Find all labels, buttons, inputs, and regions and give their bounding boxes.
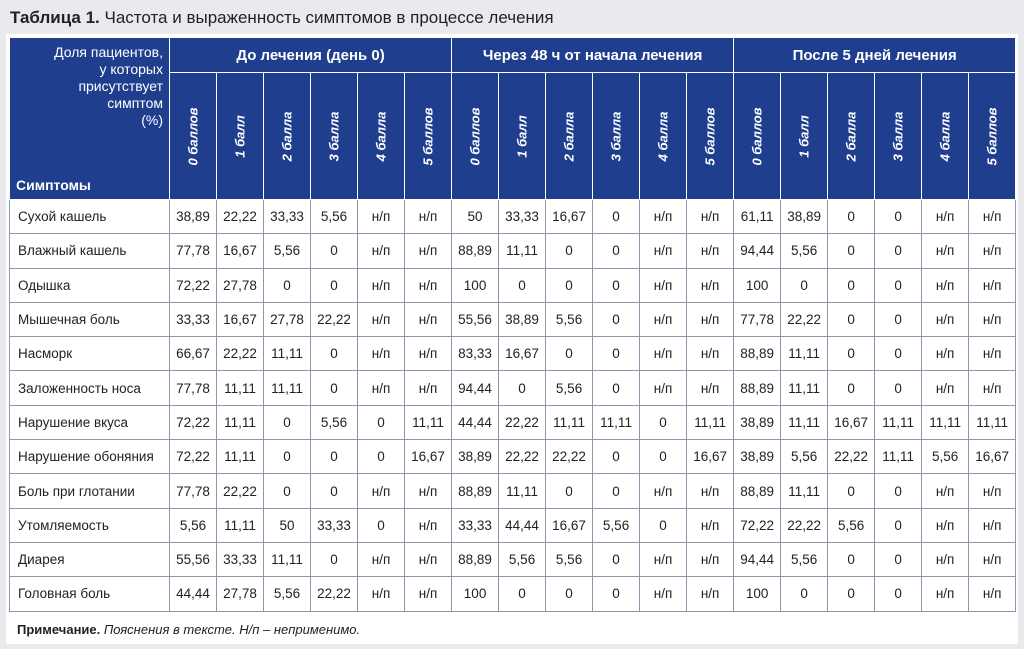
- value-cell: н/п: [922, 577, 969, 611]
- value-cell: 0: [546, 577, 593, 611]
- score-header: [358, 73, 405, 200]
- value-cell: н/п: [922, 542, 969, 576]
- value-cell: 22,22: [499, 405, 546, 439]
- value-cell: 0: [828, 371, 875, 405]
- value-cell: н/п: [687, 577, 734, 611]
- value-cell: н/п: [969, 200, 1016, 234]
- value-cell: 22,22: [499, 440, 546, 474]
- value-cell: 0: [875, 508, 922, 542]
- table-body: [10, 200, 1016, 612]
- value-cell: 0: [311, 440, 358, 474]
- value-cell: 5,56: [546, 542, 593, 576]
- value-cell: 5,56: [828, 508, 875, 542]
- value-cell: 27,78: [217, 577, 264, 611]
- value-cell: н/п: [405, 371, 452, 405]
- score-header-label: 2 балла: [561, 111, 577, 161]
- value-cell: н/п: [687, 337, 734, 371]
- value-cell: 16,67: [546, 200, 593, 234]
- value-cell: 44,44: [499, 508, 546, 542]
- value-cell: н/п: [358, 577, 405, 611]
- value-cell: 44,44: [170, 577, 217, 611]
- value-cell: 55,56: [170, 542, 217, 576]
- value-cell: 0: [875, 268, 922, 302]
- score-header-label: 5 баллов: [702, 106, 718, 166]
- value-cell: 0: [593, 234, 640, 268]
- symptom-name: Одышка: [10, 268, 170, 302]
- value-cell: 77,78: [170, 474, 217, 508]
- value-cell: 33,33: [452, 508, 499, 542]
- score-header-label: 5 баллов: [984, 106, 1000, 166]
- score-header-label: 4 балла: [937, 111, 953, 161]
- value-cell: н/п: [405, 508, 452, 542]
- corner-caption-line: Доля пациентов,: [54, 44, 163, 60]
- value-cell: 27,78: [264, 302, 311, 336]
- value-cell: 77,78: [734, 302, 781, 336]
- value-cell: 5,56: [264, 577, 311, 611]
- value-cell: 55,56: [452, 302, 499, 336]
- symptom-name: Заложенность носа: [10, 371, 170, 405]
- score-header-label: 0 баллов: [467, 106, 483, 166]
- value-cell: 11,11: [217, 508, 264, 542]
- value-cell: 16,67: [687, 440, 734, 474]
- value-cell: 88,89: [734, 337, 781, 371]
- value-cell: 11,11: [264, 337, 311, 371]
- value-cell: 16,67: [405, 440, 452, 474]
- value-cell: н/п: [687, 200, 734, 234]
- score-header: [170, 73, 217, 200]
- score-header: [546, 73, 593, 200]
- score-header: [922, 73, 969, 200]
- value-cell: н/п: [640, 474, 687, 508]
- value-cell: 11,11: [875, 405, 922, 439]
- value-cell: н/п: [687, 268, 734, 302]
- value-cell: 38,89: [734, 440, 781, 474]
- value-cell: н/п: [405, 337, 452, 371]
- value-cell: 0: [640, 405, 687, 439]
- value-cell: 5,56: [593, 508, 640, 542]
- value-cell: 66,67: [170, 337, 217, 371]
- value-cell: 5,56: [499, 542, 546, 576]
- value-cell: н/п: [687, 508, 734, 542]
- value-cell: 77,78: [170, 234, 217, 268]
- value-cell: 11,11: [546, 405, 593, 439]
- score-header: [405, 73, 452, 200]
- table-note: [17, 622, 360, 637]
- value-cell: 0: [499, 371, 546, 405]
- value-cell: 0: [875, 542, 922, 576]
- value-cell: 0: [311, 337, 358, 371]
- score-header-label: 3 балла: [608, 111, 624, 161]
- value-cell: 22,22: [828, 440, 875, 474]
- value-cell: н/п: [687, 474, 734, 508]
- value-cell: 0: [593, 440, 640, 474]
- value-cell: н/п: [640, 337, 687, 371]
- symptoms-table: [9, 37, 1016, 612]
- value-cell: 0: [593, 337, 640, 371]
- value-cell: 11,11: [217, 440, 264, 474]
- value-cell: н/п: [687, 371, 734, 405]
- value-cell: 88,89: [734, 474, 781, 508]
- symptom-name: Нарушение обоняния: [10, 440, 170, 474]
- value-cell: 0: [828, 577, 875, 611]
- value-cell: 0: [828, 542, 875, 576]
- value-cell: 0: [875, 474, 922, 508]
- value-cell: н/п: [969, 268, 1016, 302]
- value-cell: 22,22: [217, 474, 264, 508]
- value-cell: н/п: [358, 474, 405, 508]
- score-header-label: 2 балла: [279, 111, 295, 161]
- value-cell: 0: [264, 440, 311, 474]
- value-cell: н/п: [358, 371, 405, 405]
- score-header: [734, 73, 781, 200]
- value-cell: 11,11: [781, 405, 828, 439]
- value-cell: н/п: [922, 268, 969, 302]
- value-cell: 11,11: [499, 474, 546, 508]
- symptom-name: Нарушение вкуса: [10, 405, 170, 439]
- value-cell: 16,67: [969, 440, 1016, 474]
- symptom-name: Боль при глотании: [10, 474, 170, 508]
- value-cell: 50: [264, 508, 311, 542]
- value-cell: 11,11: [405, 405, 452, 439]
- value-cell: 22,22: [781, 508, 828, 542]
- value-cell: 5,56: [922, 440, 969, 474]
- value-cell: 11,11: [217, 371, 264, 405]
- value-cell: 0: [593, 268, 640, 302]
- value-cell: н/п: [969, 474, 1016, 508]
- caption-label: Таблица 1.: [10, 8, 100, 27]
- value-cell: 0: [828, 337, 875, 371]
- value-cell: 0: [593, 200, 640, 234]
- score-header: [828, 73, 875, 200]
- value-cell: 77,78: [170, 371, 217, 405]
- value-cell: 0: [593, 577, 640, 611]
- value-cell: 0: [875, 200, 922, 234]
- score-header-label: 1 балл: [232, 114, 248, 158]
- score-header: [452, 73, 499, 200]
- note-label: Примечание.: [17, 622, 101, 637]
- value-cell: н/п: [358, 302, 405, 336]
- value-cell: 16,67: [828, 405, 875, 439]
- value-cell: 0: [781, 577, 828, 611]
- value-cell: н/п: [358, 234, 405, 268]
- table-row: [10, 474, 1016, 508]
- value-cell: н/п: [358, 200, 405, 234]
- value-cell: 22,22: [311, 302, 358, 336]
- value-cell: н/п: [922, 508, 969, 542]
- value-cell: 0: [546, 234, 593, 268]
- value-cell: 0: [546, 474, 593, 508]
- value-cell: 50: [452, 200, 499, 234]
- symptom-name: Насморк: [10, 337, 170, 371]
- value-cell: 94,44: [734, 234, 781, 268]
- corner-caption-line: у которых: [99, 61, 163, 77]
- score-header-label: 0 баллов: [749, 106, 765, 166]
- value-cell: 22,22: [217, 337, 264, 371]
- group-header: Через 48 ч от начала лечения: [452, 38, 734, 73]
- value-cell: н/п: [922, 200, 969, 234]
- value-cell: н/п: [687, 234, 734, 268]
- value-cell: н/п: [969, 337, 1016, 371]
- corner-caption-line: симптом: [107, 95, 163, 111]
- value-cell: 5,56: [546, 371, 593, 405]
- score-header: [687, 73, 734, 200]
- value-cell: 33,33: [170, 302, 217, 336]
- value-cell: 0: [499, 577, 546, 611]
- score-header: [640, 73, 687, 200]
- value-cell: н/п: [969, 302, 1016, 336]
- value-cell: н/п: [969, 542, 1016, 576]
- value-cell: 11,11: [217, 405, 264, 439]
- value-cell: 88,89: [452, 542, 499, 576]
- table-row: [10, 577, 1016, 611]
- score-header-label: 3 балла: [890, 111, 906, 161]
- value-cell: 0: [875, 371, 922, 405]
- score-header: [969, 73, 1016, 200]
- value-cell: 0: [828, 474, 875, 508]
- value-cell: 0: [311, 268, 358, 302]
- value-cell: 22,22: [217, 200, 264, 234]
- value-cell: 38,89: [170, 200, 217, 234]
- value-cell: 100: [734, 268, 781, 302]
- value-cell: 44,44: [452, 405, 499, 439]
- value-cell: 88,89: [452, 234, 499, 268]
- value-cell: 0: [311, 542, 358, 576]
- value-cell: н/п: [358, 268, 405, 302]
- value-cell: 0: [264, 405, 311, 439]
- value-cell: 11,11: [499, 234, 546, 268]
- score-header: [781, 73, 828, 200]
- score-header: [593, 73, 640, 200]
- value-cell: 0: [593, 542, 640, 576]
- score-header: [217, 73, 264, 200]
- table-row: [10, 268, 1016, 302]
- value-cell: 0: [264, 474, 311, 508]
- value-cell: 0: [358, 405, 405, 439]
- score-header-label: 0 баллов: [185, 106, 201, 166]
- value-cell: 0: [875, 302, 922, 336]
- value-cell: 0: [311, 474, 358, 508]
- value-cell: 5,56: [781, 234, 828, 268]
- value-cell: н/п: [687, 302, 734, 336]
- value-cell: 16,67: [499, 337, 546, 371]
- value-cell: 5,56: [781, 542, 828, 576]
- value-cell: 0: [875, 577, 922, 611]
- value-cell: 11,11: [264, 371, 311, 405]
- value-cell: н/п: [640, 371, 687, 405]
- value-cell: 0: [311, 371, 358, 405]
- symptom-name: Головная боль: [10, 577, 170, 611]
- value-cell: 33,33: [311, 508, 358, 542]
- value-cell: н/п: [922, 337, 969, 371]
- value-cell: 0: [828, 234, 875, 268]
- value-cell: н/п: [969, 508, 1016, 542]
- value-cell: 16,67: [217, 302, 264, 336]
- score-header-label: 1 балл: [796, 114, 812, 158]
- value-cell: 0: [875, 337, 922, 371]
- value-cell: н/п: [640, 200, 687, 234]
- value-cell: 0: [546, 337, 593, 371]
- value-cell: 0: [499, 268, 546, 302]
- table-row: [10, 337, 1016, 371]
- value-cell: 72,22: [170, 268, 217, 302]
- value-cell: н/п: [358, 542, 405, 576]
- value-cell: 33,33: [499, 200, 546, 234]
- value-cell: 16,67: [546, 508, 593, 542]
- value-cell: н/п: [405, 200, 452, 234]
- value-cell: 61,11: [734, 200, 781, 234]
- symptom-name: Мышечная боль: [10, 302, 170, 336]
- value-cell: 5,56: [311, 405, 358, 439]
- value-cell: 0: [546, 268, 593, 302]
- value-cell: 72,22: [170, 405, 217, 439]
- symptom-name: Утомляемость: [10, 508, 170, 542]
- value-cell: 11,11: [969, 405, 1016, 439]
- value-cell: 0: [593, 302, 640, 336]
- value-cell: н/п: [405, 542, 452, 576]
- note-text: Пояснения в тексте. Н/п – неприменимо.: [100, 622, 361, 637]
- group-header: После 5 дней лечения: [734, 38, 1016, 73]
- value-cell: н/п: [405, 268, 452, 302]
- table-row: [10, 200, 1016, 234]
- value-cell: 0: [781, 268, 828, 302]
- score-header-label: 5 баллов: [420, 106, 436, 166]
- value-cell: 88,89: [734, 371, 781, 405]
- corner-caption: [54, 44, 163, 129]
- value-cell: н/п: [969, 371, 1016, 405]
- value-cell: 22,22: [546, 440, 593, 474]
- value-cell: 0: [358, 508, 405, 542]
- score-header: [311, 73, 358, 200]
- value-cell: 11,11: [687, 405, 734, 439]
- value-cell: 100: [452, 268, 499, 302]
- value-cell: 33,33: [217, 542, 264, 576]
- value-cell: 38,89: [781, 200, 828, 234]
- value-cell: 38,89: [734, 405, 781, 439]
- corner-caption-line: (%): [141, 112, 163, 128]
- value-cell: 0: [828, 268, 875, 302]
- value-cell: 5,56: [781, 440, 828, 474]
- value-cell: 100: [734, 577, 781, 611]
- table-row: [10, 371, 1016, 405]
- value-cell: н/п: [640, 577, 687, 611]
- value-cell: 38,89: [452, 440, 499, 474]
- value-cell: н/п: [640, 542, 687, 576]
- symptoms-column-label: Симптомы: [16, 177, 91, 193]
- symptom-name: Сухой кашель: [10, 200, 170, 234]
- value-cell: 5,56: [264, 234, 311, 268]
- value-cell: 5,56: [170, 508, 217, 542]
- value-cell: н/п: [405, 577, 452, 611]
- value-cell: 11,11: [264, 542, 311, 576]
- score-header: [264, 73, 311, 200]
- score-header-label: 3 балла: [326, 111, 342, 161]
- value-cell: 0: [875, 234, 922, 268]
- value-cell: 11,11: [875, 440, 922, 474]
- value-cell: 5,56: [546, 302, 593, 336]
- table-caption: [10, 8, 554, 28]
- symptom-name: Диарея: [10, 542, 170, 576]
- value-cell: 94,44: [734, 542, 781, 576]
- value-cell: 83,33: [452, 337, 499, 371]
- value-cell: 72,22: [734, 508, 781, 542]
- value-cell: 0: [828, 200, 875, 234]
- value-cell: н/п: [922, 371, 969, 405]
- value-cell: 0: [640, 508, 687, 542]
- caption-text: Частота и выраженность симптомов в процессе лечения: [99, 8, 554, 27]
- table-row: [10, 508, 1016, 542]
- value-cell: н/п: [969, 234, 1016, 268]
- value-cell: 94,44: [452, 371, 499, 405]
- score-header-label: 4 балла: [655, 111, 671, 161]
- value-cell: н/п: [640, 268, 687, 302]
- value-cell: 11,11: [781, 371, 828, 405]
- value-cell: 22,22: [311, 577, 358, 611]
- value-cell: н/п: [969, 577, 1016, 611]
- value-cell: н/п: [405, 474, 452, 508]
- table-row: [10, 440, 1016, 474]
- score-header-label: 1 балл: [514, 114, 530, 158]
- group-header: До лечения (день 0): [170, 38, 452, 73]
- value-cell: 100: [452, 577, 499, 611]
- value-cell: 11,11: [593, 405, 640, 439]
- value-cell: 33,33: [264, 200, 311, 234]
- value-cell: 0: [640, 440, 687, 474]
- value-cell: 11,11: [781, 474, 828, 508]
- score-header-label: 2 балла: [843, 111, 859, 161]
- table-row: [10, 405, 1016, 439]
- value-cell: н/п: [405, 302, 452, 336]
- value-cell: 11,11: [781, 337, 828, 371]
- value-cell: 88,89: [452, 474, 499, 508]
- score-header: [875, 73, 922, 200]
- value-cell: 22,22: [781, 302, 828, 336]
- table-row: [10, 302, 1016, 336]
- value-cell: 27,78: [217, 268, 264, 302]
- value-cell: 0: [593, 371, 640, 405]
- group-header-row: [10, 38, 1016, 73]
- value-cell: н/п: [687, 542, 734, 576]
- value-cell: н/п: [922, 474, 969, 508]
- value-cell: 0: [358, 440, 405, 474]
- table-row: [10, 542, 1016, 576]
- symptom-name: Влажный кашель: [10, 234, 170, 268]
- value-cell: 0: [593, 474, 640, 508]
- value-cell: н/п: [640, 234, 687, 268]
- score-header-label: 4 балла: [373, 111, 389, 161]
- table-row: [10, 234, 1016, 268]
- value-cell: 16,67: [217, 234, 264, 268]
- value-cell: 11,11: [922, 405, 969, 439]
- value-cell: 38,89: [499, 302, 546, 336]
- value-cell: 0: [311, 234, 358, 268]
- value-cell: н/п: [405, 234, 452, 268]
- value-cell: н/п: [640, 302, 687, 336]
- score-header: [499, 73, 546, 200]
- value-cell: 5,56: [311, 200, 358, 234]
- corner-header: [10, 38, 170, 200]
- value-cell: 0: [828, 302, 875, 336]
- value-cell: н/п: [922, 302, 969, 336]
- value-cell: 0: [264, 268, 311, 302]
- value-cell: н/п: [358, 337, 405, 371]
- value-cell: 72,22: [170, 440, 217, 474]
- corner-caption-line: присутствует: [78, 78, 163, 94]
- value-cell: н/п: [922, 234, 969, 268]
